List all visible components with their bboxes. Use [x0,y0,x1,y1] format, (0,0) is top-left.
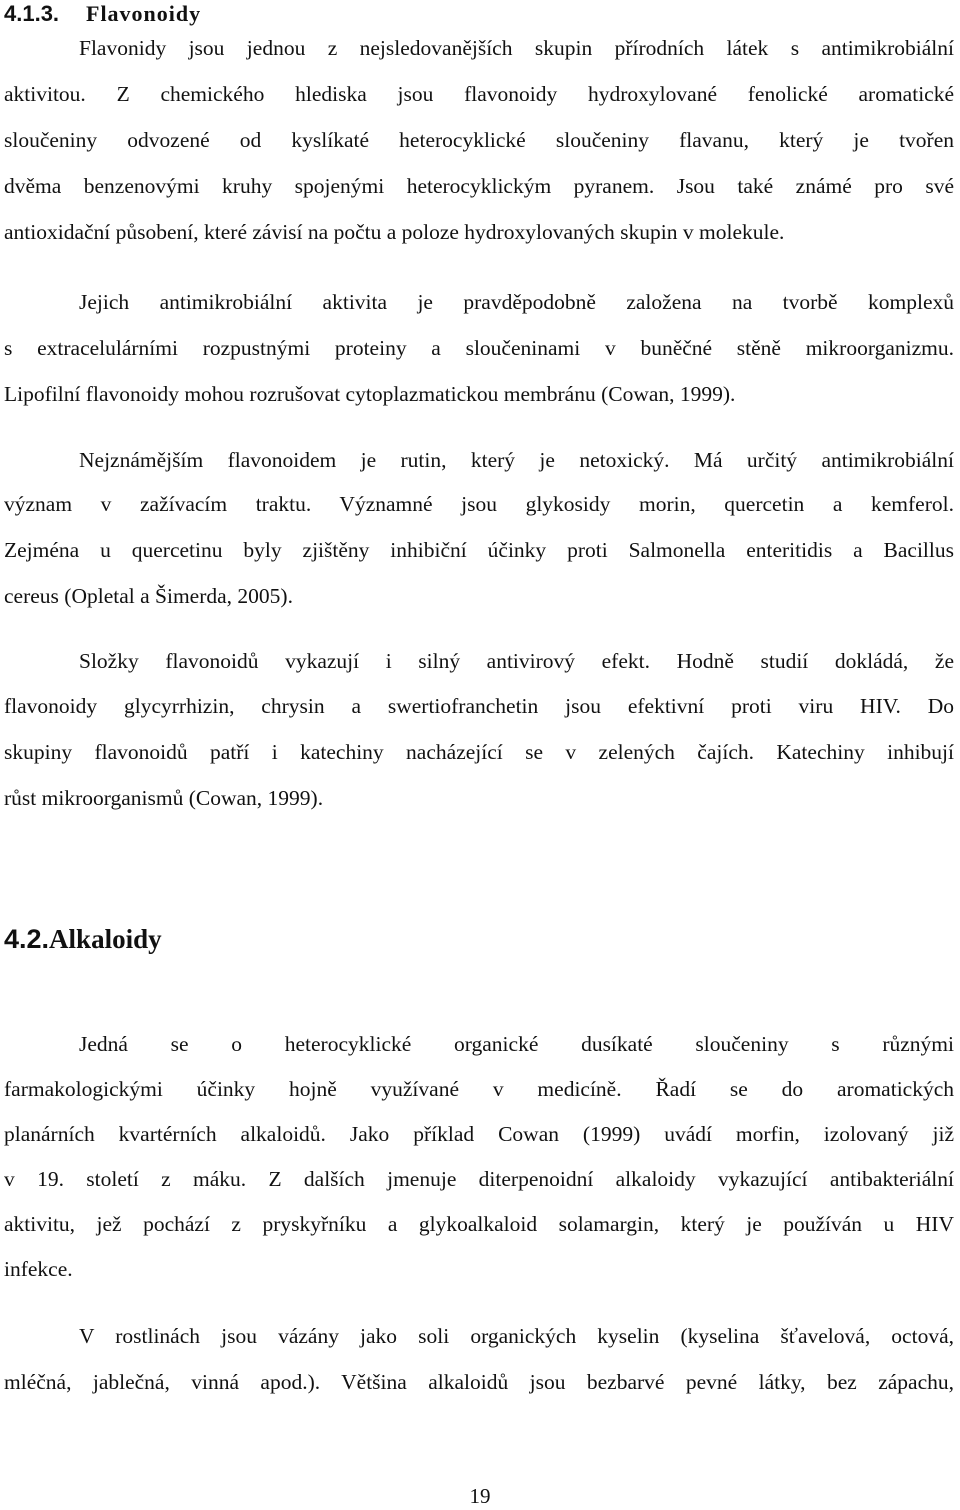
text-line: antioxidační působení, které závisí na počtu a poloze hydroxylovaných skupin v molekule. [4,220,785,244]
text-line: s extracelulárními rozpustnými proteiny a sloučeninami v buněčné stěně mikroorganizmu. [4,336,954,360]
text-line: Nejznámějším flavonoidem je rutin, který je netoxický. Má určitý antimikrobiální [79,448,954,472]
text-line: mléčná, jablečná, vinná apod.). Většina alkaloidů jsou bezbarvé pevné látky, bez zápachu, [4,1370,954,1394]
text-line: Složky flavonoidů vykazují i silný antivirový efekt. Hodně studií dokládá, že [79,649,954,673]
section-number: 4.2. [4,924,50,954]
text-line: cereus (Opletal a Šimerda, 2005). [4,584,293,608]
page-number: 19 [469,1484,491,1508]
text-line: planárních kvartérních alkaloidů. Jako příklad Cowan (1999) uvádí morfin, izolovaný již [4,1122,954,1146]
text-line: sloučeniny odvozené od kyslíkaté heterocyklické sloučeniny flavanu, který je tvořen [4,128,954,152]
text-line: skupiny flavonoidů patří i katechiny nacházející se v zelených čajích. Katechiny inhibují [4,740,954,764]
section-number: 4.1.3. [4,1,60,26]
text-line: Flavonidy jsou jednou z nejsledovanějších skupin přírodních látek s antimikrobiální [79,36,954,60]
text-line: dvěma benzenovými kruhy spojenými heterocyklickým pyranem. Jsou také známé pro své [4,174,954,198]
section-heading-alkaloidy [4,921,162,957]
section-title: Alkaloidy [49,924,162,954]
text-line: Jejich antimikrobiální aktivita je pravděpodobně založena na tvorbě komplexů [79,290,954,314]
text-line: Zejména u quercetinu byly zjištěny inhibiční účinky proti Salmonella enteritidis a Bacillus [4,538,954,562]
text-line: farmakologickými účinky hojně využívané v medicíně. Řadí se do aromatických [4,1077,954,1101]
text-line: v 19. století z máku. Z dalších jmenuje diterpenoidní alkaloidy vykazující antibakteriální [4,1167,954,1191]
text-line: Lipofilní flavonoidy mohou rozrušovat cytoplazmatickou membránu (Cowan, 1999). [4,382,736,406]
text-line: význam v zažívacím traktu. Významné jsou glykosidy morin, quercetin a kemferol. [4,492,954,516]
text-line: flavonoidy glycyrrhizin, chrysin a swertiofranchetin jsou efektivní proti viru HIV. Do [4,694,954,718]
text-line: aktivitou. Z chemického hlediska jsou flavonoidy hydroxylované fenolické aromatické [4,82,954,106]
text-line: V rostlinách jsou vázány jako soli organických kyselin (kyselina šťavelová, octová, [79,1324,954,1348]
section-title: Flavonoidy [86,1,202,26]
text-line: infekce. [4,1257,73,1281]
text-line: aktivitu, jež pochází z pryskyřníku a glykoalkaloid solamargin, který je používán u HIV [4,1212,954,1236]
text-line: Jedná se o heterocyklické organické dusíkaté sloučeniny s různými [79,1032,954,1056]
text-line: růst mikroorganismů (Cowan, 1999). [4,786,324,810]
section-heading-flavonoidy [4,0,201,28]
